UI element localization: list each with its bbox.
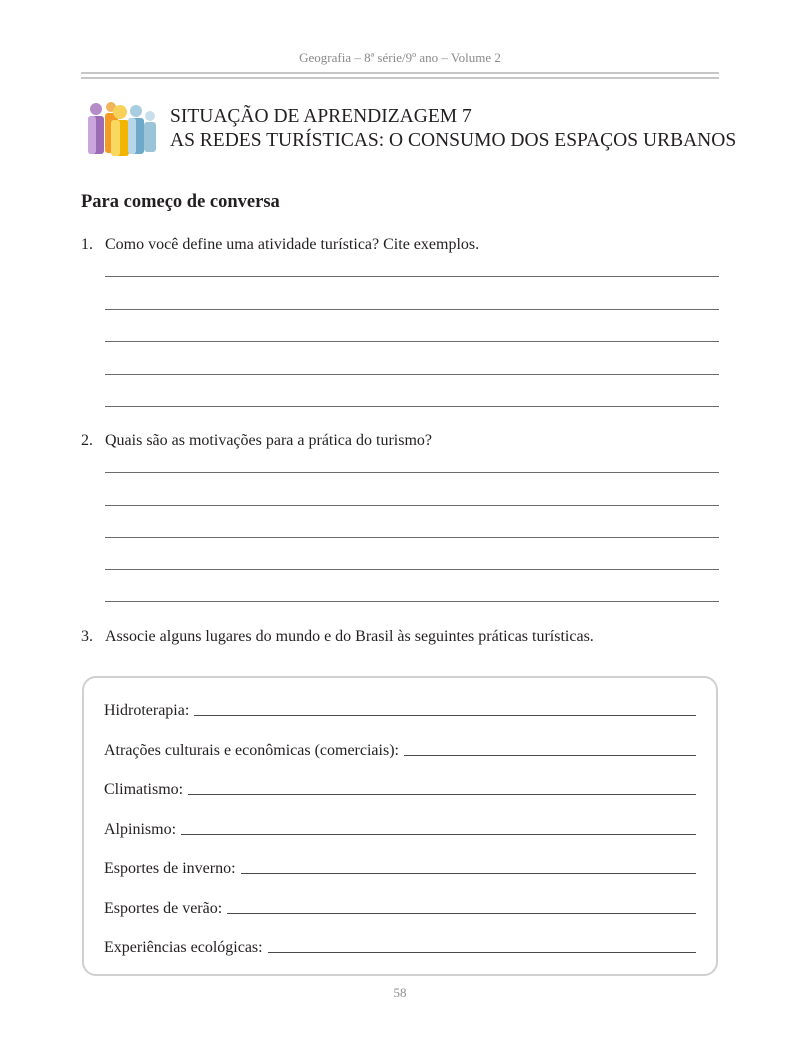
- practice-field-esportes-inverno: [104, 856, 696, 878]
- practice-answer-line[interactable]: [181, 834, 696, 835]
- running-header: Geografia – 8ª série/9º ano – Volume 2: [299, 50, 501, 65]
- section-heading: Para começo de conversa: [81, 192, 280, 212]
- page-number: 58: [393, 985, 407, 1000]
- question-text: Quais são as motivações para a prática do turismo?: [105, 432, 432, 449]
- people-group-icon: [83, 98, 159, 160]
- situation-title-line1: SITUAÇÃO DE APRENDIZAGEM 7: [170, 106, 472, 127]
- question-number: 3.: [81, 628, 93, 645]
- question-3: [81, 628, 594, 646]
- practice-label: Esportes de verão:: [104, 900, 223, 917]
- answer-line[interactable]: [105, 537, 719, 538]
- practice-answer-line[interactable]: [404, 755, 696, 756]
- answer-line[interactable]: [105, 472, 719, 473]
- practice-answer-line[interactable]: [227, 913, 696, 914]
- answer-line[interactable]: [105, 341, 719, 342]
- practice-label: Climatismo:: [104, 781, 184, 798]
- practice-label: Atrações culturais e econômicas (comerciais):: [104, 742, 399, 759]
- answer-line[interactable]: [105, 505, 719, 506]
- practice-field-esportes-verao: [104, 896, 696, 918]
- question-2: [81, 432, 432, 450]
- answer-line[interactable]: [105, 406, 719, 407]
- question-text: Como você define uma atividade turística? Cite exemplos.: [105, 236, 480, 253]
- practice-field-hidroterapia: [104, 698, 696, 720]
- header-rule-bottom: [81, 77, 719, 79]
- question-number: 2.: [81, 432, 93, 449]
- practice-field-atracoes: [104, 738, 696, 760]
- practice-field-experiencias: [104, 935, 696, 957]
- answer-line[interactable]: [105, 569, 719, 570]
- practice-answer-line[interactable]: [241, 873, 696, 874]
- practice-label: Esportes de inverno:: [104, 860, 236, 877]
- answer-line[interactable]: [105, 276, 719, 277]
- answer-line[interactable]: [105, 601, 719, 602]
- practice-label: Hidroterapia:: [104, 702, 190, 719]
- practice-label: Experiências ecológicas:: [104, 939, 263, 956]
- practice-answer-line[interactable]: [188, 794, 696, 795]
- question-1: [81, 236, 479, 254]
- practice-field-alpinismo: [104, 817, 696, 839]
- header-rule-top: [81, 72, 719, 74]
- answer-line[interactable]: [105, 374, 719, 375]
- situation-title: [170, 105, 736, 153]
- practice-field-climatismo: [104, 777, 696, 799]
- practice-answer-line[interactable]: [194, 715, 696, 716]
- question-number: 1.: [81, 236, 93, 253]
- situation-title-line2: AS REDES TURÍSTICAS: O CONSUMO DOS ESPAÇOS URBANOS: [170, 130, 737, 151]
- answer-line[interactable]: [105, 309, 719, 310]
- practice-answer-line[interactable]: [268, 952, 696, 953]
- practice-label: Alpinismo:: [104, 821, 177, 838]
- question-text: Associe alguns lugares do mundo e do Brasil às seguintes práticas turísticas.: [105, 628, 594, 645]
